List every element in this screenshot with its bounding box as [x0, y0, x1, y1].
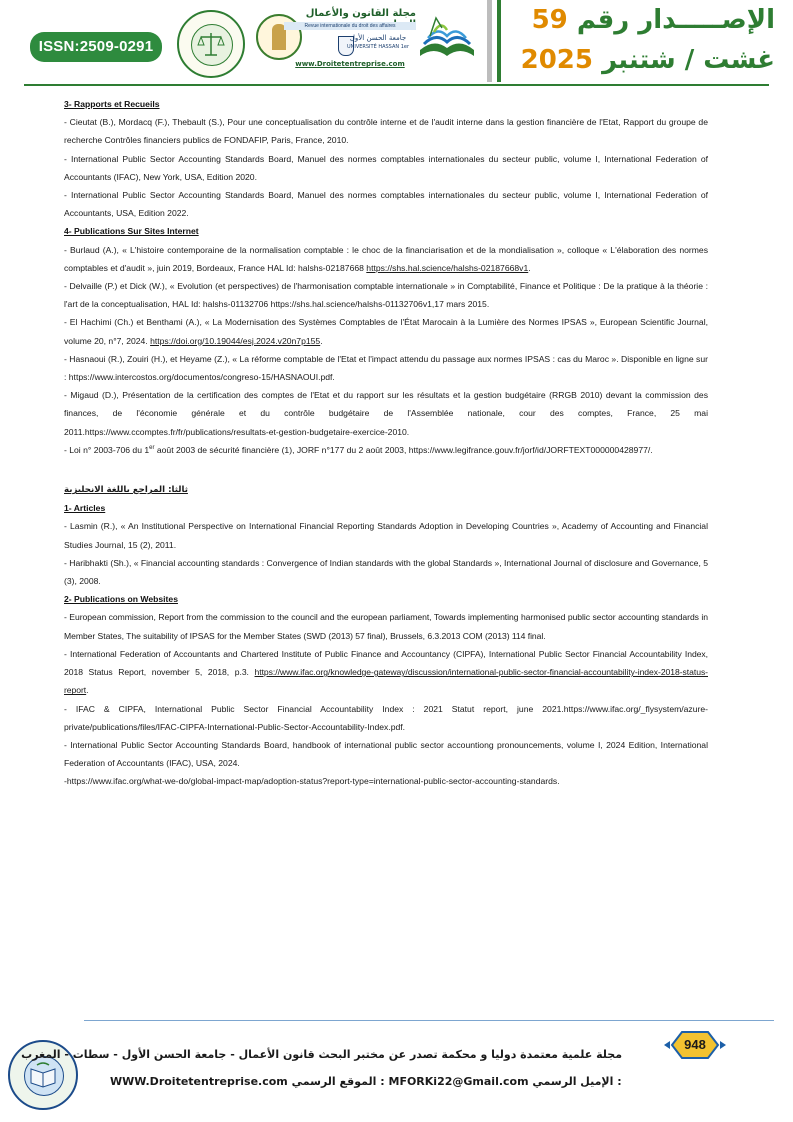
- reference-text: - Loi n° 2003-706 du 1: [64, 444, 150, 455]
- issn-badge: ISSN:2509-0291: [30, 32, 162, 62]
- footer-rule: [84, 1020, 774, 1021]
- section-heading-websites: 2- Publications on Websites: [64, 594, 178, 605]
- university-name: [342, 34, 414, 60]
- superscript: er: [149, 445, 155, 451]
- english-references-heading: ثالثا: المراجع باللغة الانجليزية: [64, 485, 188, 496]
- reference-link[interactable]: https://shs.hal.science/halshs-02187668v1: [366, 262, 529, 273]
- footer-email-label: الإميل الرسمي :: [532, 1075, 622, 1088]
- journal-subtitle: Revue internationale du droit des affaires: [284, 22, 416, 30]
- reference-item: - International Public Sector Accounting Standards Board, Manuel des normes comptables internationales du secteur public, volume I, International Federation of Accountants (IFAC), New York, USA, Edition 2020.: [64, 153, 708, 182]
- reference-item: - International Public Sector Accounting Standards Board, Manuel des normes comptables internationales du secteur public, volume I, International Federation of Accountants, USA, Edition 2022.: [64, 190, 708, 219]
- reference-item: [64, 313, 708, 349]
- page-header: [0, 0, 793, 88]
- journal-title: مجلة القانون والأعمال: [305, 8, 416, 19]
- issue-months: غشت / شتنبر: [602, 45, 775, 75]
- footer-email[interactable]: MFORKi22@Gmail.com: [388, 1075, 529, 1088]
- section-heading-articles: 1- Articles: [64, 503, 106, 514]
- reference-end: .: [528, 262, 531, 273]
- page-number: 948: [684, 1037, 706, 1052]
- reference-item: - Haribhakti (Sh.), « Financial accounting standards : Convergence of Indian standards with the global Standards », International Journal of disclosure and Governance, 5 (3), 2008.: [64, 557, 708, 587]
- reference-text: - El Hachimi (Ch.) et Benthami (A.), « La Modernisation des Systèmes Comptables de l'État Marocain à la Lumière des Normes IPSAS », European Scientific Journal, volume 20, n°7, 2024.: [64, 317, 708, 346]
- reference-item: - IFAC & CIPFA, International Public Sector Financial Accountability Index : 2021 Statut report, june 2021.https://www.ifac.org/_flysystem/azure-private/publications/files/IFAC-CIPFA-International-Public-Sector-Accountability-Index.pdf.: [64, 703, 708, 732]
- header-rule: [24, 84, 769, 86]
- header-divider-gray: [487, 0, 492, 82]
- reference-end: .: [86, 685, 89, 696]
- journal-website-link[interactable]: www.Droitetentreprise.com: [295, 60, 405, 68]
- issue-date-line: [505, 42, 775, 78]
- reference-item: -https://www.ifac.org/what-we-do/global-impact-map/adoption-status?report-type=international-public-sector-accounting-standards.: [64, 776, 560, 787]
- footer-site-label: الموقع الرسمي :: [291, 1075, 385, 1088]
- reference-item: [64, 441, 708, 459]
- issue-year: 2025: [520, 45, 593, 75]
- section-heading-sites: 4- Publications Sur Sites Internet: [64, 226, 199, 237]
- header-divider-green: [497, 0, 501, 82]
- reference-text: - Burlaud (A.), « L'histoire contemporaine de la normalisation comptable : le choc de la financiarisation et de la mondialisation », colloque « L'élaboration des normes comptables et d'audit », juin 2019, Bordeaux, France HAL Id: halshs-02187668: [64, 244, 708, 273]
- university-name-fr: UNIVERSITÉ HASSAN 1er: [346, 44, 410, 50]
- issue-number-line: [505, 2, 775, 38]
- bibliography-content: [64, 95, 708, 791]
- reference-item: [64, 645, 708, 700]
- reference-item: - Hasnaoui (R.), Zouiri (H.), et Heyame (Z.), « La réforme comptable de l'Etat et l'impact attendu du passage aux normes IPSAS : cas du Maroc ». Disponible en ligne sur : https://www.intercostos.org/documentos/congreso-15/HASNAOUI.pdf.: [64, 353, 708, 383]
- university-name-ar: جامعة الحسن الأول: [349, 34, 407, 42]
- scales-of-justice-icon: [191, 24, 233, 66]
- footer-website[interactable]: WWW.Droitetentreprise.com: [110, 1075, 288, 1088]
- reference-item: - Delvaille (P.) et Dick (W.), « Evolution (et perspectives) de l'harmonisation comptable internationale » in Comptabilité, Finance et Politique : De la pratique à la théorie : l'art de la conceptualisation, HAL Id: halshs-01132706 https://shs.hal.science/halshs-01132706v1,17 mars 2015.: [64, 281, 708, 310]
- footer-contact: [110, 1075, 622, 1088]
- book-icon: [24, 1056, 64, 1096]
- reference-link[interactable]: https://www.ifac.org/knowledge-gateway/discussion/international-public-sector-financial-accountability-index-2018-status-report: [64, 667, 708, 696]
- reference-item: - European commission, Report from the commission to the council and the european parliament, Towards implementing harmonised public sector accounting standards in Member States, The suitability of IPSAS for the Member States (SWD (2013) 57 final), Brussels, 6.3.2013 COM (2013) 114 final.: [64, 612, 708, 641]
- issue-number: 59: [531, 5, 568, 35]
- research-lab-seal-logo: [177, 10, 245, 78]
- page-number-badge: [664, 1030, 726, 1060]
- open-book-logo: [416, 10, 478, 64]
- issue-label: الإصـــــدار رقم: [576, 5, 775, 35]
- reference-text: - International Federation of Accountants and Chartered Institute of Public Finance and Accountancy (CIPFA), International Public Sector Financial Accountability Index, 2018 Status Report, november 5, 2018, p.3.: [64, 648, 708, 678]
- reference-link[interactable]: https://doi.org/10.19044/esj.2024.v20n7p155: [150, 335, 321, 346]
- reference-end: .: [320, 335, 323, 346]
- reference-item: - Migaud (D.), Présentation de la certification des comptes de l'Etat et du rapport sur les résultats et la gestion budgétaire (RRGB 2010) devant la commission des finances, de l'économie générale et du contrôle budgétaire de l'Assemblée nationale, cour des comptes, France, 25 mai 2011.https://www.ccomptes.fr/fr/publications/resultats-et-gestion-budgetaire-exercice-2010.: [64, 390, 708, 437]
- reference-item: - Cieutat (B.), Mordacq (F.), Thebault (S.), Pour une conceptualisation du contrôle interne et de l'audit interne dans la gestion financière de l'Etat, Rapport du groupe de recherche Contrôles financiers publics de FONDAFIP, Paris, France, 2010.: [64, 117, 708, 146]
- reference-text: août 2003 de sécurité financière (1), JORF n°177 du 2 août 2003, https://www.legifrance.gouv.fr/jorf/id/JORFTEXT000000428977/.: [154, 444, 653, 455]
- reference-item: - International Public Sector Accounting Standards Board, handbook of international public sector accountiong pronouncements, volume I, 2024 Edition, International Federation of Accountants (IFAC), USA, 2024.: [64, 739, 708, 769]
- section-heading-rapports: 3- Rapports et Recueils: [64, 99, 160, 109]
- reference-item: [64, 241, 708, 277]
- journal-description: مجلة علمية معتمدة دوليا و محكمة تصدر عن مختبر البحث قانون الأعمال - جامعة الحسن الأول - سطات - المغرب: [21, 1048, 622, 1061]
- reference-item: - Lasmin (R.), « An Institutional Perspective on International Financial Reporting Standards Adoption in Developing Countries », Academy of Accounting and Financial Studies Journal, 15 (2), 2011.: [64, 521, 708, 550]
